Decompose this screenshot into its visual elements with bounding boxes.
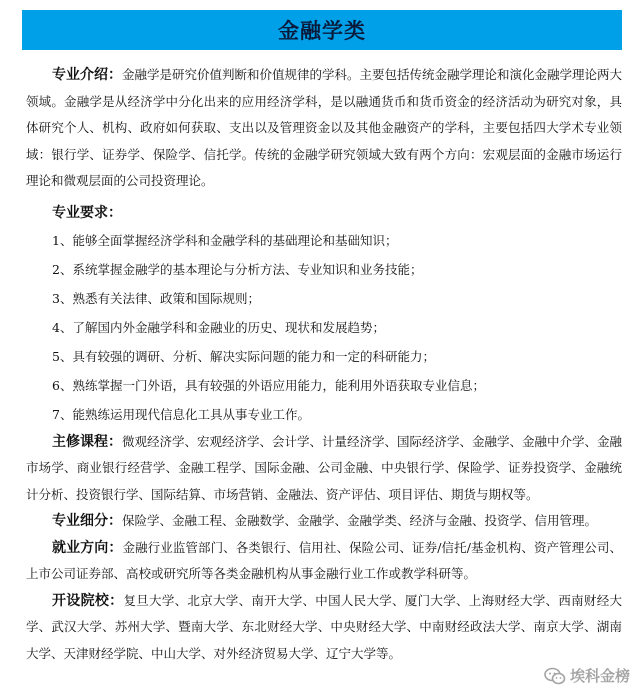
subdivision-section [26,508,622,535]
article-body [26,62,622,667]
requirement-item: 3、熟悉有关法律、政策和国际规则； [52,290,260,306]
page-title: 金融学类 [278,19,366,43]
requirement-item: 1、能够全面掌握经济学科和金融学科的基础理论和基础知识； [52,232,398,248]
requirement-item: 7、能熟练运用现代信息化工具从事专业工作。 [52,406,310,422]
intro-text: 金融学是研究价值判断和价值规律的学科。主要包括传统金融学理论和演化金融学理论两大领域。金融学是从经济学中分化出来的应用经济学科，是以融通货币和货币资金的经济活动为研究对象，具体研究个人、机构、政府如何获取、支出以及管理资金以及其他金融资产的学科，主要包括四大学术专业领域：银行学、证券学、保险学、信托学。传统的金融学研究领域大致有两个方向：宏观层面的金融市场运行理论和微观层面的公司投资理论。 [26,67,623,188]
schools-label: 开设院校： [52,592,124,609]
employment-label: 就业方向： [52,539,123,556]
requirement-item: 6、熟练掌握一门外语，具有较强的外语应用能力，能利用外语获取专业信息； [52,377,485,393]
courses-text: 微观经济学、宏观经济学、会计学、计量经济学、国际经济学、金融学、金融中介学、金融市场学、商业银行经营学、金融工程学、国际金融、公司金融、中央银行学、保险学、证券投资学、金融统计分析、投资银行学、国际结算、市场营销、金融法、资产评估、项目评估、期货与期权等。 [26,433,623,502]
wechat-icon [544,667,566,685]
courses-section [26,429,622,509]
watermark [544,665,630,686]
employment-section [26,535,622,588]
courses-label: 主修课程： [52,433,122,450]
title-banner [22,10,622,50]
requirement-item: 4、了解国内外金融学科和金融业的历史、现状和发展趋势； [52,319,385,335]
requirement-item: 2、系统掌握金融学的基本理论与分析方法、专业知识和业务技能； [52,261,423,277]
requirement-item: 5、具有较强的调研、分析、解决实际问题的能力和一定的科研能力； [52,348,435,364]
employment-text: 金融行业监管部门、各类银行、信用社、保险公司、证券/信托/基金机构、资产管理公司、上市公司证券部、高校或研究所等各类金融机构从事金融行业工作或教学科研等。 [26,539,622,581]
watermark-text: 埃科金榜 [569,667,630,685]
schools-text: 复旦大学、北京大学、南开大学、中国人民大学、厦门大学、上海财经大学、西南财经大学、武汉大学、苏州大学、暨南大学、东北财经大学、中央财经大学、中南财经政法大学、南京大学、湖南大学、天津财经学院、中山大学、对外经济贸易大学、辽宁大学等。 [26,592,622,661]
subdivision-label: 专业细分： [52,513,122,529]
requirements-label: 专业要求： [52,204,122,221]
intro-label: 专业介绍： [52,67,122,83]
subdivision-text: 保险学、金融工程、金融数学、金融学、金融学类、经济与金融、投资学、信用管理。 [122,513,598,528]
requirements-heading [52,199,622,226]
schools-section [26,588,622,668]
intro-section [26,62,622,195]
requirements-list [26,226,622,429]
